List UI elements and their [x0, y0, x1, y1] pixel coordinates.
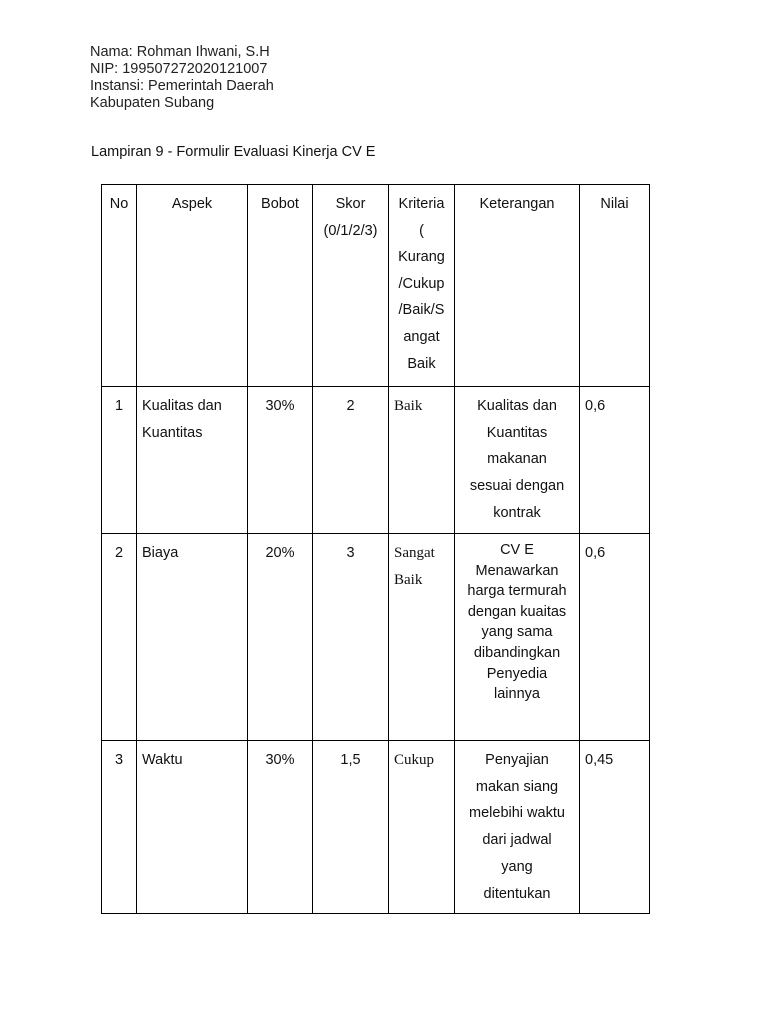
cell-bobot: 20% [248, 534, 313, 741]
cell-keterangan-line: harga termurah [467, 583, 567, 600]
document-title: Lampiran 9 - Formulir Evaluasi Kinerja CV E [91, 144, 376, 160]
cell-keterangan-line: sesuai dengan [469, 478, 565, 495]
cell-nilai: 0,6 [580, 387, 650, 534]
header-kriteria-line: ( [419, 222, 424, 239]
cell-aspek [137, 741, 248, 914]
header-kriteria-line: /Cukup [398, 275, 445, 292]
cell-kriteria-line: Baik [394, 571, 423, 588]
cell-aspek-line: Kualitas dan [142, 398, 222, 414]
table-row [102, 741, 650, 914]
cell-keterangan-line: dengan kuaitas [467, 603, 567, 620]
header-kriteria-line: Kriteria [398, 196, 445, 212]
cell-kriteria-line: Baik [394, 398, 423, 414]
header-kriteria-line: Kurang [398, 249, 445, 266]
cell-keterangan-line: yang [501, 858, 533, 875]
header-bobot: Bobot [248, 185, 313, 387]
cell-keterangan [455, 387, 580, 534]
header-kriteria-line: /Baik/S [398, 302, 445, 319]
author-name: Nama: Rohman Ihwani, S.H [90, 44, 270, 60]
header-skor-range: (0/1/2/3) [323, 222, 378, 239]
table-row [102, 534, 650, 741]
cell-keterangan-line: Penyajian [485, 752, 549, 768]
cell-kriteria [389, 534, 455, 741]
cell-skor: 2 [313, 387, 389, 534]
cell-skor: 3 [313, 534, 389, 741]
cell-keterangan-line: Penyedia [486, 665, 548, 682]
evaluation-table [101, 184, 650, 914]
cell-keterangan-line: kontrak [493, 504, 541, 521]
cell-nilai: 0,6 [580, 534, 650, 741]
cell-aspek [137, 387, 248, 534]
header-keterangan: Keterangan [455, 185, 580, 387]
header-kriteria [389, 185, 455, 387]
cell-no: 3 [102, 741, 137, 914]
cell-keterangan [455, 534, 580, 741]
author-info [90, 44, 274, 112]
cell-nilai: 0,45 [580, 741, 650, 914]
cell-keterangan-line: melebihi waktu [469, 805, 565, 822]
header-kriteria-line: Baik [407, 355, 436, 372]
cell-aspek-line: Kuantitas [142, 424, 203, 441]
cell-keterangan-line: makan siang [475, 778, 559, 795]
cell-keterangan-line: Kuantitas [486, 424, 548, 441]
cell-bobot: 30% [248, 387, 313, 534]
header-kriteria-line: angat [403, 328, 440, 345]
header-skor-label: Skor [335, 196, 366, 212]
cell-kriteria [389, 387, 455, 534]
table-row [102, 387, 650, 534]
author-nip: NIP: 199507272020121007 [90, 61, 268, 77]
header-skor [313, 185, 389, 387]
cell-bobot: 30% [248, 741, 313, 914]
cell-keterangan-line: dari jadwal [482, 832, 552, 849]
table-header-row [102, 185, 650, 387]
cell-skor: 1,5 [313, 741, 389, 914]
cell-aspek [137, 534, 248, 741]
author-regency: Kabupaten Subang [90, 95, 215, 111]
cell-keterangan-line: dibandingkan [473, 644, 561, 661]
cell-keterangan-line: ditentukan [483, 885, 551, 902]
cell-no: 2 [102, 534, 137, 741]
cell-keterangan-line: Kualitas dan [477, 398, 557, 414]
cell-no: 1 [102, 387, 137, 534]
cell-kriteria-line: Cukup [394, 752, 435, 768]
cell-kriteria [389, 741, 455, 914]
header-no: No [102, 185, 137, 387]
cell-keterangan-line: Menawarkan [475, 562, 559, 579]
cell-keterangan-line: makanan [487, 451, 547, 468]
cell-aspek-line: Waktu [142, 752, 183, 768]
cell-keterangan-line: yang sama [481, 624, 553, 641]
author-agency: Instansi: Pemerintah Daerah [90, 78, 274, 94]
cell-keterangan-line: CV E [500, 542, 534, 558]
cell-kriteria-line: Sangat [394, 545, 435, 561]
header-aspek: Aspek [137, 185, 248, 387]
cell-keterangan [455, 741, 580, 914]
cell-keterangan-line: lainnya [494, 686, 540, 703]
header-nilai: Nilai [580, 185, 650, 387]
cell-aspek-line: Biaya [142, 545, 179, 561]
